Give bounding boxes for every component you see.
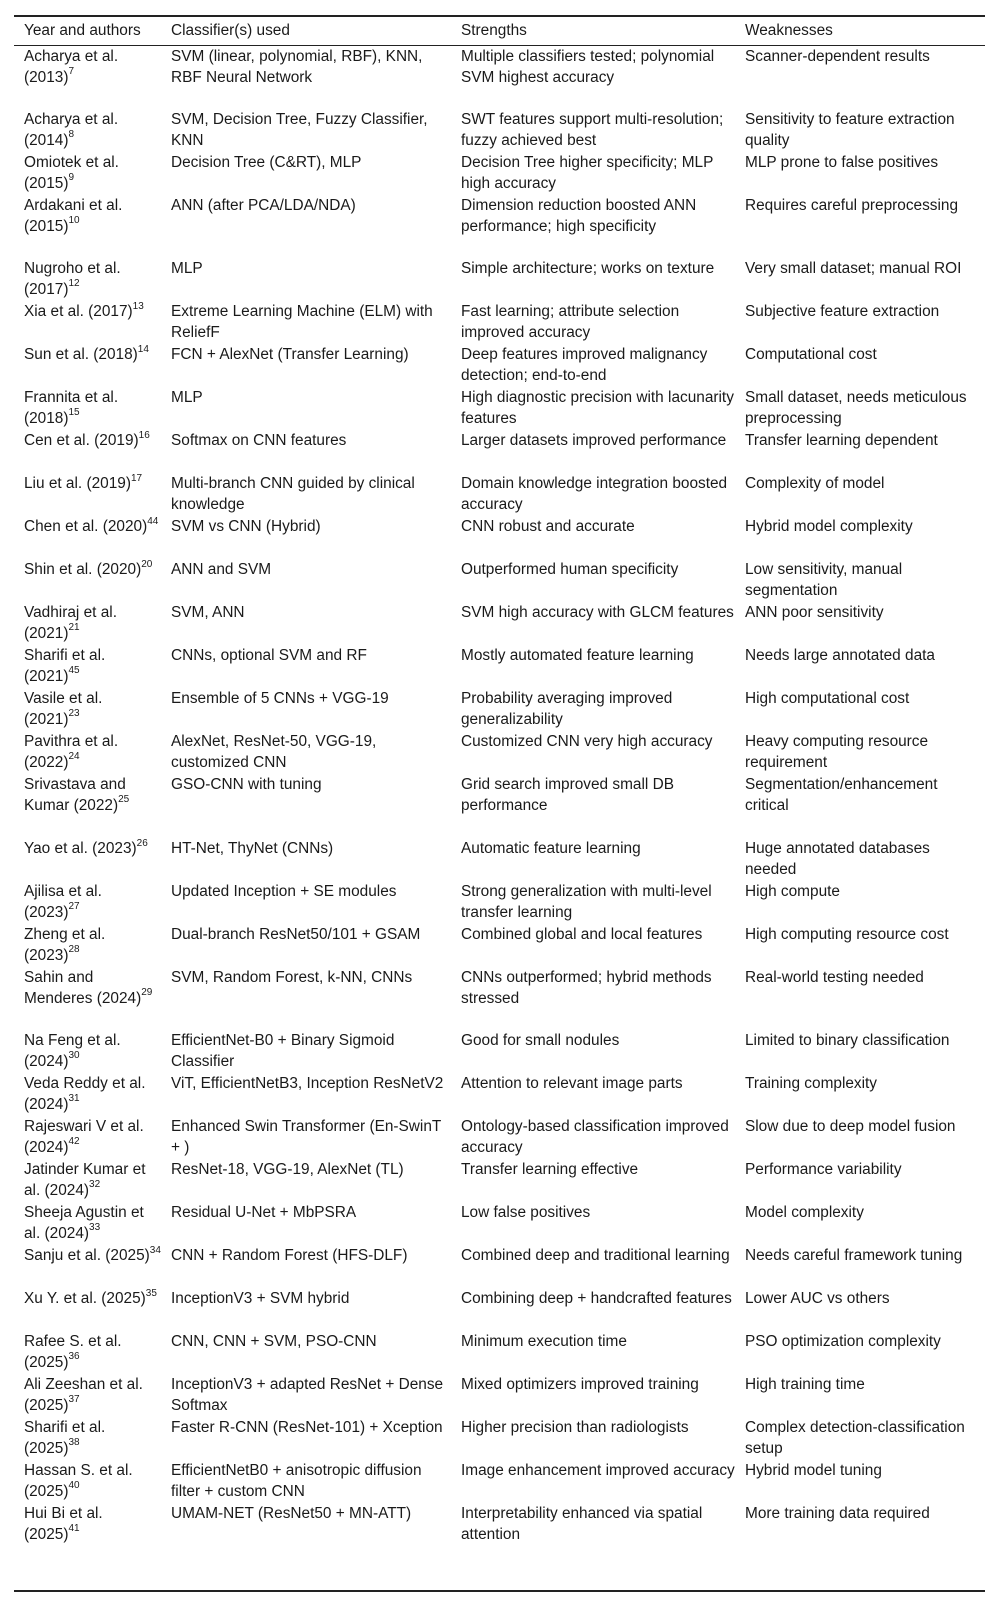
author-text: Sheeja Agustin et al. (2024): [24, 1204, 144, 1242]
cell-weaknesses: Limited to binary classification: [745, 1032, 950, 1049]
cell-strengths: Larger datasets improved performance: [461, 432, 727, 449]
cell-strengths: Image enhancement improved accuracy: [461, 1462, 735, 1479]
table-row: [14, 45, 985, 108]
author-text: Ardakani et al. (2015): [24, 197, 123, 235]
cell-year-authors: [14, 730, 161, 773]
cell-year-authors: [14, 1459, 161, 1502]
cell-classifier: Faster R-CNN (ResNet-101) + Xception: [171, 1419, 443, 1436]
cell-year-authors: [14, 108, 161, 151]
cell-year-authors: [14, 1287, 161, 1330]
cell-year-authors: [14, 194, 161, 257]
cell-year-authors: [14, 773, 161, 837]
author-text: Omiotek et al. (2015): [24, 154, 119, 192]
cell-classifier: EfficientNet-B0 + Binary Sigmoid Classifier: [171, 1032, 395, 1070]
author-text: Veda Reddy et al. (2024): [24, 1075, 146, 1113]
cell-weaknesses: MLP prone to false positives: [745, 154, 939, 171]
reference-number: 40: [68, 1480, 80, 1492]
reference-number: 27: [68, 901, 80, 913]
cell-strengths: Dimension reduction boosted ANN performance; high specificity: [461, 197, 697, 235]
cell-strengths: Automatic feature learning: [461, 840, 641, 857]
author-text: Zheng et al. (2023): [24, 926, 106, 964]
reference-number: 12: [68, 278, 80, 290]
table-row: [14, 429, 985, 472]
cell-weaknesses: More training data required: [745, 1505, 930, 1522]
author-text: Vadhiraj et al. (2021): [24, 604, 117, 642]
cell-strengths: SVM high accuracy with GLCM features: [461, 604, 734, 621]
cell-year-authors: [14, 1115, 161, 1158]
cell-year-authors: [14, 880, 161, 923]
cell-year-authors: [14, 1416, 161, 1459]
cell-weaknesses: Requires careful preprocessing: [745, 197, 959, 214]
reference-number: 41: [68, 1523, 80, 1535]
cell-strengths: Outperformed human specificity: [461, 561, 679, 578]
cell-year-authors: [14, 257, 161, 300]
cell-strengths: Minimum execution time: [461, 1333, 627, 1350]
table-row: [14, 1158, 985, 1201]
cell-strengths: Combined global and local features: [461, 926, 703, 943]
cell-strengths: Ontology-based classification improved accuracy: [461, 1118, 729, 1156]
reference-number: 16: [138, 429, 150, 441]
cell-classifier: Dual-branch ResNet50/101 + GSAM: [171, 926, 421, 943]
table-row: [14, 837, 985, 880]
reference-number: 34: [149, 1244, 161, 1256]
table-row: [14, 515, 985, 558]
reference-number: 30: [68, 1050, 80, 1062]
author-text: Chen et al. (2020): [24, 518, 148, 535]
table-row: [14, 1072, 985, 1115]
cell-strengths: Multiple classifiers tested; polynomial SVM highest accuracy: [461, 48, 715, 86]
author-text: Sun et al. (2018): [24, 346, 138, 363]
table-row: [14, 257, 985, 300]
cell-year-authors: [14, 923, 161, 966]
cell-strengths: Combining deep + handcrafted features: [461, 1290, 732, 1307]
cell-year-authors: [14, 601, 161, 644]
cell-weaknesses: Lower AUC vs others: [745, 1290, 890, 1307]
cell-strengths: Simple architecture; works on texture: [461, 260, 715, 277]
author-text: Sanju et al. (2025): [24, 1247, 150, 1264]
cell-classifier: GSO-CNN with tuning: [171, 776, 322, 793]
cell-year-authors: [14, 1244, 161, 1287]
cell-classifier: Multi-branch CNN guided by clinical knowledge: [171, 475, 415, 513]
cell-classifier: CNNs, optional SVM and RF: [171, 647, 367, 664]
table-row: [14, 1502, 985, 1545]
cell-year-authors: [14, 1072, 161, 1115]
cell-weaknesses: Complexity of model: [745, 475, 885, 492]
table-row: [14, 966, 985, 1029]
table-row: [14, 1244, 985, 1287]
cell-strengths: Low false positives: [461, 1204, 591, 1221]
reference-number: 38: [68, 1437, 80, 1449]
cell-classifier: ResNet-18, VGG-19, AlexNet (TL): [171, 1161, 404, 1178]
cell-classifier: InceptionV3 + SVM hybrid: [171, 1290, 350, 1307]
header-row: [14, 17, 985, 45]
reference-number: 7: [68, 66, 75, 78]
cell-year-authors: [14, 687, 161, 730]
author-text: Srivastava and Kumar (2022): [24, 776, 126, 814]
cell-classifier: MLP: [171, 260, 203, 277]
author-text: Ali Zeeshan et al. (2025): [24, 1376, 143, 1414]
cell-classifier: Residual U-Net + MbPSRA: [171, 1204, 357, 1221]
cell-year-authors: [14, 386, 161, 429]
cell-weaknesses: Hybrid model complexity: [745, 518, 913, 535]
cell-year-authors: [14, 151, 161, 194]
cell-strengths: CNNs outperformed; hybrid methods stressed: [461, 969, 712, 1007]
reference-number: 8: [68, 129, 75, 141]
cell-classifier: SVM, Decision Tree, Fuzzy Classifier, KNN: [171, 111, 428, 149]
cell-weaknesses: Needs careful framework tuning: [745, 1247, 963, 1264]
cell-weaknesses: Hybrid model tuning: [745, 1462, 882, 1479]
cell-weaknesses: Computational cost: [745, 346, 877, 363]
cell-classifier: SVM vs CNN (Hybrid): [171, 518, 321, 535]
table-body: [14, 45, 985, 1545]
cell-weaknesses: Huge annotated databases needed: [745, 840, 930, 878]
cell-classifier: AlexNet, ResNet-50, VGG-19, customized CNN: [171, 733, 377, 771]
cell-year-authors: [14, 343, 161, 386]
reference-number: 26: [136, 837, 148, 849]
cell-year-authors: [14, 837, 161, 880]
cell-year-authors: [14, 1502, 161, 1545]
cell-classifier: Enhanced Swin Transformer (En-SwinT + ): [171, 1118, 442, 1156]
cell-year-authors: [14, 1201, 161, 1244]
author-text: Sharifi et al. (2021): [24, 647, 106, 685]
table-row: [14, 923, 985, 966]
cell-strengths: Interpretability enhanced via spatial attention: [461, 1505, 703, 1543]
cell-classifier: HT-Net, ThyNet (CNNs): [171, 840, 334, 857]
cell-strengths: Mostly automated feature learning: [461, 647, 694, 664]
reference-number: 13: [132, 300, 144, 312]
cell-strengths: Decision Tree higher specificity; MLP high accuracy: [461, 154, 714, 192]
cell-weaknesses: Low sensitivity, manual segmentation: [745, 561, 903, 599]
cell-weaknesses: Real-world testing needed: [745, 969, 924, 986]
cell-year-authors: [14, 429, 161, 472]
cell-weaknesses: ANN poor sensitivity: [745, 604, 884, 621]
reference-number: 31: [68, 1093, 80, 1105]
cell-classifier: EfficientNetB0 + anisotropic diffusion filter + custom CNN: [171, 1462, 422, 1500]
table-row: [14, 773, 985, 837]
author-text: Jatinder Kumar et al. (2024): [24, 1161, 146, 1199]
table-row: [14, 108, 985, 151]
table-row: [14, 343, 985, 386]
cell-classifier: ViT, EfficientNetB3, Inception ResNetV2: [171, 1075, 444, 1092]
cell-weaknesses: Subjective feature extraction: [745, 303, 940, 320]
reference-number: 44: [147, 515, 159, 527]
table-row: [14, 1115, 985, 1158]
reference-number: 29: [141, 987, 153, 999]
table-row: [14, 880, 985, 923]
table-row: [14, 644, 985, 687]
table-row: [14, 601, 985, 644]
author-text: Pavithra et al. (2022): [24, 733, 119, 771]
cell-weaknesses: Model complexity: [745, 1204, 864, 1221]
reference-number: 17: [130, 472, 143, 484]
header-classifiers: Classifier(s) used: [171, 21, 290, 39]
cell-weaknesses: High training time: [745, 1376, 865, 1393]
table-row: [14, 1029, 985, 1072]
cell-strengths: Higher precision than radiologists: [461, 1419, 689, 1436]
cell-strengths: Probability averaging improved generalizability: [461, 690, 673, 728]
author-text: Rafee S. et al. (2025): [24, 1333, 122, 1371]
cell-weaknesses: High computing resource cost: [745, 926, 949, 943]
table-row: [14, 730, 985, 773]
cell-year-authors: [14, 1029, 161, 1072]
reference-number: 10: [68, 215, 80, 227]
reference-number: 25: [118, 794, 130, 806]
cell-strengths: Good for small nodules: [461, 1032, 620, 1049]
cell-weaknesses: Slow due to deep model fusion: [745, 1118, 956, 1135]
cell-classifier: MLP: [171, 389, 203, 406]
table-row: [14, 194, 985, 257]
table-row: [14, 687, 985, 730]
cell-strengths: CNN robust and accurate: [461, 518, 635, 535]
reference-number: 24: [68, 751, 80, 763]
author-text: Acharya et al. (2013): [24, 48, 119, 86]
table-header: [14, 17, 985, 45]
cell-classifier: SVM, Random Forest, k-NN, CNNs: [171, 969, 413, 986]
cell-weaknesses: Training complexity: [745, 1075, 878, 1092]
table-row: [14, 1287, 985, 1330]
cell-year-authors: [14, 515, 161, 558]
cell-weaknesses: Complex detection-classification setup: [745, 1419, 965, 1457]
author-text: Shin et al. (2020): [24, 561, 142, 578]
cell-weaknesses: Scanner-dependent results: [745, 48, 930, 65]
author-text: Na Feng et al. (2024): [24, 1032, 121, 1070]
cell-year-authors: [14, 558, 161, 601]
cell-classifier: CNN + Random Forest (HFS-DLF): [171, 1247, 408, 1264]
cell-year-authors: [14, 1330, 161, 1373]
cell-weaknesses: Needs large annotated data: [745, 647, 935, 664]
cell-strengths: Domain knowledge integration boosted accuracy: [461, 475, 728, 513]
cell-weaknesses: Very small dataset; manual ROI: [745, 260, 962, 277]
cell-weaknesses: Transfer learning dependent: [745, 432, 938, 449]
author-text: Ajilisa et al. (2023): [24, 883, 102, 921]
cell-weaknesses: Sensitivity to feature extraction quality: [745, 111, 955, 149]
author-text: Rajeswari V et al. (2024): [24, 1118, 144, 1156]
cell-classifier: CNN, CNN + SVM, PSO-CNN: [171, 1333, 377, 1350]
cell-classifier: Updated Inception + SE modules: [171, 883, 397, 900]
reference-number: 32: [89, 1179, 101, 1191]
cell-strengths: SWT features support multi-resolution; fuzzy achieved best: [461, 111, 724, 149]
table-bottom-rule: [14, 1590, 985, 1592]
cell-weaknesses: High computational cost: [745, 690, 910, 707]
author-text: Acharya et al. (2014): [24, 111, 119, 149]
header-year-authors: Year and authors: [24, 21, 141, 39]
cell-year-authors: [14, 472, 161, 515]
cell-strengths: Transfer learning effective: [461, 1161, 639, 1178]
author-text: Vasile et al. (2021): [24, 690, 103, 728]
cell-weaknesses: Segmentation/enhancement critical: [745, 776, 938, 814]
reference-number: 35: [145, 1287, 157, 1299]
cell-classifier: Extreme Learning Machine (ELM) with ReliefF: [171, 303, 433, 341]
cell-classifier: Decision Tree (C&RT), MLP: [171, 154, 362, 171]
cell-classifier: SVM (linear, polynomial, RBF), KNN, RBF Neural Network: [171, 48, 423, 86]
cell-classifier: Ensemble of 5 CNNs + VGG-19: [171, 690, 389, 707]
reference-number: 37: [68, 1394, 80, 1406]
cell-weaknesses: High compute: [745, 883, 840, 900]
cell-weaknesses: Performance variability: [745, 1161, 902, 1178]
cell-strengths: Customized CNN very high accuracy: [461, 733, 713, 750]
cell-year-authors: [14, 1158, 161, 1201]
cell-classifier: UMAM-NET (ResNet50 + MN-ATT): [171, 1505, 412, 1522]
cell-year-authors: [14, 45, 161, 108]
cell-strengths: Fast learning; attribute selection improved accuracy: [461, 303, 680, 341]
table-row: [14, 472, 985, 515]
reference-number: 21: [68, 622, 80, 634]
cell-year-authors: [14, 1373, 161, 1416]
cell-classifier: InceptionV3 + adapted ResNet + Dense Softmax: [171, 1376, 444, 1414]
reference-number: 14: [137, 343, 149, 355]
comparison-table: [14, 17, 985, 1545]
cell-year-authors: [14, 966, 161, 1029]
cell-strengths: Combined deep and traditional learning: [461, 1247, 730, 1264]
reference-number: 15: [68, 407, 80, 419]
cell-classifier: SVM, ANN: [171, 604, 245, 621]
author-text: Hassan S. et al. (2025): [24, 1462, 133, 1500]
table-row: [14, 1373, 985, 1416]
table-row: [14, 558, 985, 601]
author-text: Nugroho et al. (2017): [24, 260, 121, 298]
author-text: Yao et al. (2023): [24, 840, 137, 857]
cell-strengths: Strong generalization with multi-level transfer learning: [461, 883, 712, 921]
cell-strengths: Mixed optimizers improved training: [461, 1376, 699, 1393]
cell-classifier: ANN (after PCA/LDA/NDA): [171, 197, 356, 214]
reference-number: 20: [141, 558, 153, 570]
cell-strengths: Attention to relevant image parts: [461, 1075, 683, 1092]
table-row: [14, 1201, 985, 1244]
author-text: Xia et al. (2017): [24, 303, 133, 320]
table-row: [14, 1459, 985, 1502]
cell-weaknesses: Heavy computing resource requirement: [745, 733, 929, 771]
author-text: Xu Y. et al. (2025): [24, 1290, 146, 1307]
reference-number: 9: [68, 172, 75, 184]
header-strengths: Strengths: [461, 21, 527, 39]
cell-classifier: ANN and SVM: [171, 561, 272, 578]
reference-number: 28: [68, 944, 80, 956]
table-row: [14, 386, 985, 429]
author-text: Sahin and Menderes (2024): [24, 969, 142, 1007]
cell-classifier: Softmax on CNN features: [171, 432, 347, 449]
cell-year-authors: [14, 300, 161, 343]
reference-number: 45: [68, 665, 80, 677]
author-text: Cen et al. (2019): [24, 432, 139, 449]
cell-strengths: Deep features improved malignancy detection; end-to-end: [461, 346, 708, 384]
cell-weaknesses: Small dataset, needs meticulous preprocessing: [745, 389, 967, 427]
reference-number: 42: [68, 1136, 80, 1148]
reference-number: 33: [89, 1222, 101, 1234]
table-row: [14, 151, 985, 194]
author-text: Liu et al. (2019): [24, 475, 131, 492]
cell-classifier: FCN + AlexNet (Transfer Learning): [171, 346, 409, 363]
author-text: Frannita et al. (2018): [24, 389, 119, 427]
header-weaknesses: Weaknesses: [745, 21, 833, 39]
cell-strengths: Grid search improved small DB performance: [461, 776, 674, 814]
author-text: Sharifi et al. (2025): [24, 1419, 106, 1457]
cell-weaknesses: PSO optimization complexity: [745, 1333, 941, 1350]
reference-number: 36: [68, 1351, 80, 1363]
table-row: [14, 1330, 985, 1373]
cell-strengths: High diagnostic precision with lacunarity features: [461, 389, 734, 427]
table-row: [14, 300, 985, 343]
cell-year-authors: [14, 644, 161, 687]
reference-number: 23: [68, 708, 80, 720]
table-row: [14, 1416, 985, 1459]
author-text: Hui Bi et al. (2025): [24, 1505, 103, 1543]
